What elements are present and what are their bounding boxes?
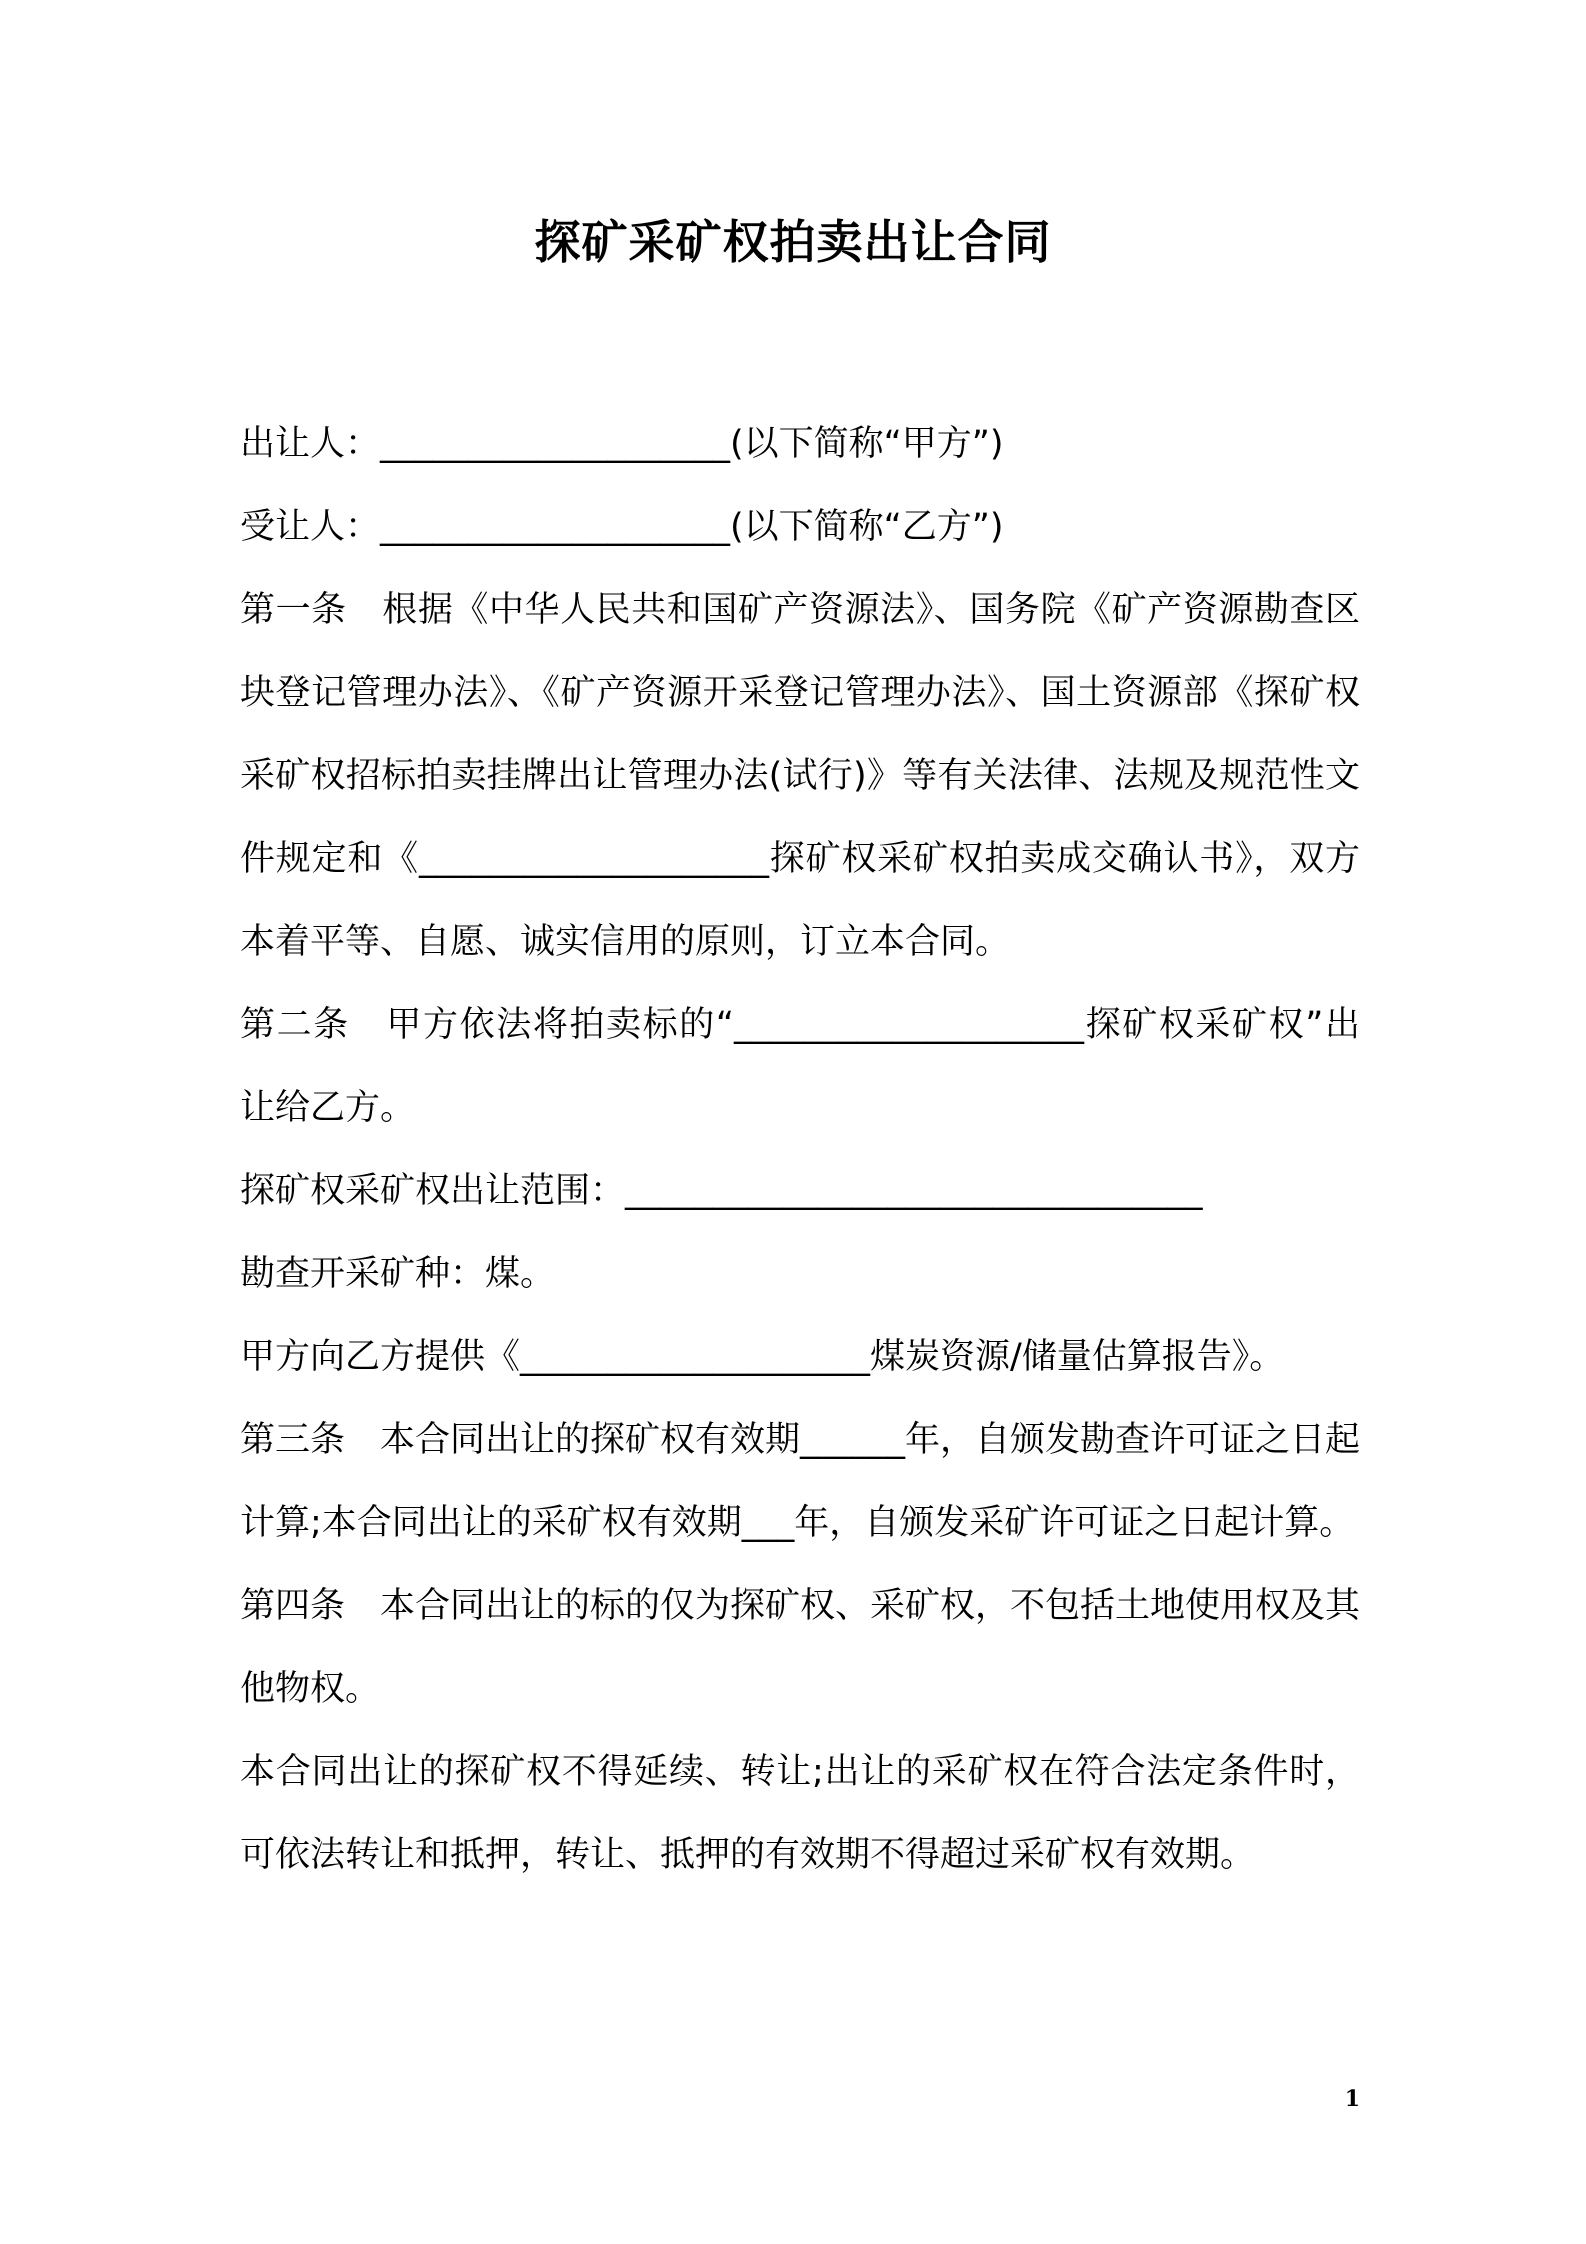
article-2: 第二条 甲方依法将拍卖标的“____________________探矿权采矿权”出让给乙方。 <box>240 1005 1360 1128</box>
article-4: 第四条 本合同出让的标的仅为探矿权、采矿权，不包括土地使用权及其他物权。 <box>240 1586 1361 1709</box>
article-1: 第一条 根据《中华人民共和国矿产资源法》、国务院《矿产资源勘查区块登记管理办法》、《矿产资源开采登记管理办法》、国土资源部《探矿权采矿权招标拍卖挂牌出让管理办法(试行)》等有关法律、法规及规范性文件规定和《____________________探矿权采矿权拍卖成交确认书》，双方本着平等、自愿、诚实信用的原则，订立本合同。 <box>240 590 1360 962</box>
document-title: 探矿采矿权拍卖出让合同 <box>534 215 1052 269</box>
page-number: 1 <box>1344 2086 1360 2112</box>
transfer-scope: 探矿权采矿权出让范围：_________________________________ <box>240 1171 1203 1211</box>
party-b-line: 受让人：____________________(以下简称“乙方”) <box>240 507 1004 547</box>
mineral-type: 勘查开采矿种：煤。 <box>240 1254 556 1294</box>
resource-report: 甲方向乙方提供《____________________煤炭资源/储量估算报告》。 <box>240 1337 1285 1377</box>
document-body <box>240 403 1360 1897</box>
article-3: 第三条 本合同出让的探矿权有效期______年，自颁发勘查许可证之日起计算;本合同出让的采矿权有效期___年，自颁发采矿许可证之日起计算。 <box>240 1420 1361 1543</box>
transfer-restrictions: 本合同出让的探矿权不得延续、转让;出让的采矿权在符合法定条件时，可依法转让和抵押，转让、抵押的有效期不得超过采矿权有效期。 <box>240 1752 1360 1875</box>
party-a-line: 出让人：____________________(以下简称“甲方”) <box>240 424 1004 464</box>
